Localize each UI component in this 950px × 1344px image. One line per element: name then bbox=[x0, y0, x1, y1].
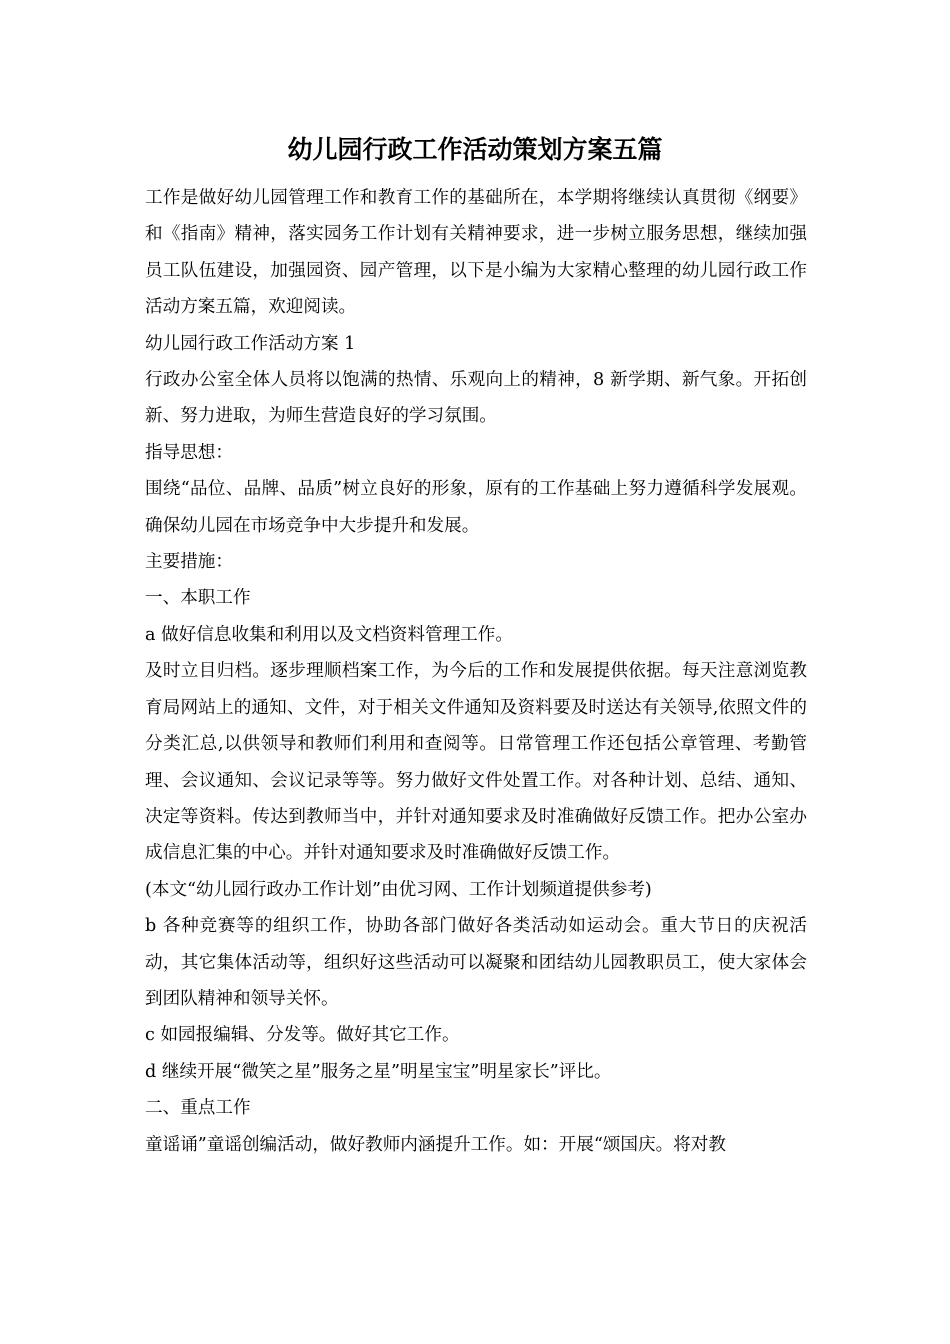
item-d: d 继续开展“微笑之星”服务之星”明星宝宝”明星家长”评比。 bbox=[145, 1061, 612, 1082]
paragraph-archiving: 及时立目归档。逐步理顺档案工作，为今后的工作和发展提供依据。每天注意浏览教育局网站上的通知、文件，对于相关文件通知及资料要及时送达有关领导,依照文件的分类汇总,以供领导和教师们利用和查阅等。日常管理工作还包括公章管理、考勤管理、会议通知、会议记录等等。努力做好文件处置工作。对各种计划、总结、通知、决定等资料。传达到教师当中，并针对通知要求及时准确做好反馈工作。把办公室办成信息汇集的中心。并针对通知要求及时准确做好反馈工作。 bbox=[145, 661, 807, 864]
heading-guiding-thought: 指导思想： bbox=[145, 442, 233, 463]
heading-key-work: 二、重点工作 bbox=[145, 1098, 251, 1119]
item-c: c 如园报编辑、分发等。做好其它工作。 bbox=[145, 1025, 460, 1046]
document-title: 幼儿园行政工作活动策划方案五篇 bbox=[287, 135, 663, 164]
paragraph-office-staff: 行政办公室全体人员将以饱满的热情、乐观向上的精神，8 新学期、新气象。开拓创新、努力进取，为师生营造良好的学习氛围。 bbox=[145, 370, 807, 427]
item-a: a 做好信息收集和利用以及文档资料管理工作。 bbox=[145, 624, 513, 645]
section-heading-plan-1: 幼儿园行政工作活动方案 1 bbox=[145, 333, 356, 354]
paragraph-nursery-rhymes: 童谣诵”童谣创编活动，做好教师内涵提升工作。如：开展“颂国庆。将对教 bbox=[145, 1134, 726, 1155]
document-body bbox=[145, 180, 807, 1163]
paragraph-guiding-thought: 围绕“品位、品牌、品质”树立良好的形象，原有的工作基础上努力遵循科学发展观。确保幼儿园在市场竞争中大步提升和发展。 bbox=[145, 479, 807, 536]
intro-paragraph: 工作是做好幼儿园管理工作和教育工作的基础所在，本学期将继续认真贯彻《纲要》和《指南》精神，落实园务工作计划有关精神要求，进一步树立服务思想，继续加强员工队伍建设，加强园资、园产管理，以下是小编为大家精心整理的幼儿园行政工作活动方案五篇，欢迎阅读。 bbox=[145, 188, 807, 318]
item-b: b 各种竞赛等的组织工作，协助各部门做好各类活动如运动会。重大节日的庆祝活动，其它集体活动等，组织好这些活动可以凝聚和团结幼儿园教职员工，使大家体会到团队精神和领导关怀。 bbox=[145, 916, 807, 1009]
source-note: (本文“幼儿园行政办工作计划”由优习网、工作计划频道提供参考) bbox=[145, 879, 652, 900]
heading-core-duties: 一、本职工作 bbox=[145, 588, 251, 609]
heading-main-measures: 主要措施： bbox=[145, 552, 233, 573]
